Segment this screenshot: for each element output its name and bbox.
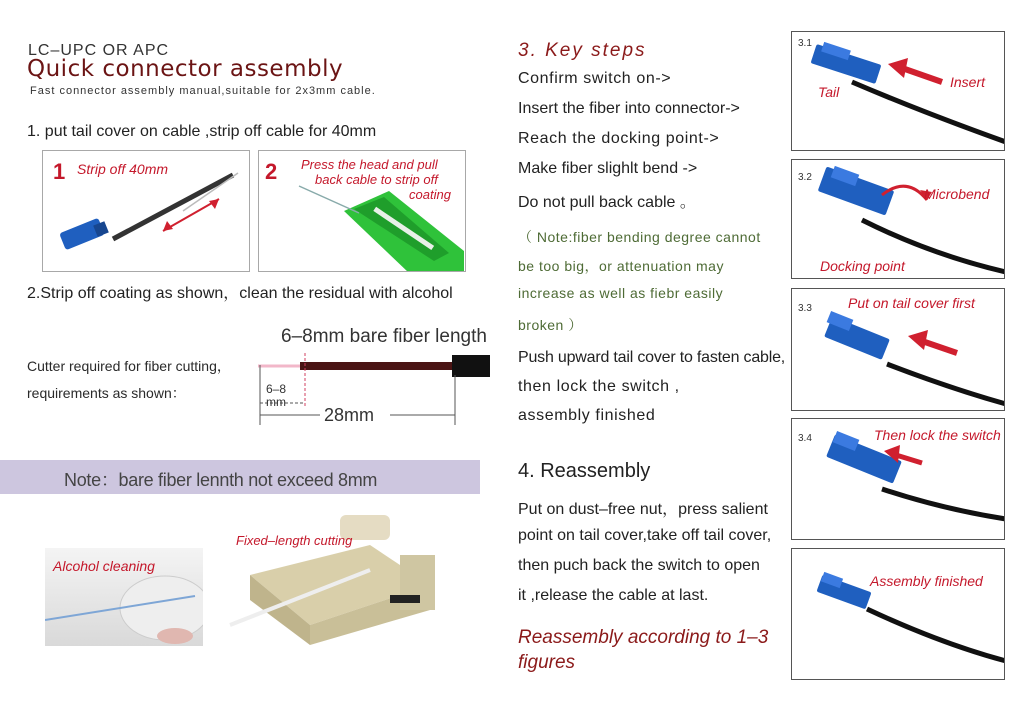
fixed-length-caption: Fixed–length cutting — [236, 533, 353, 548]
reassembly-line-4: it ,release the cable at last. — [518, 587, 709, 604]
dim-small-line2: mm — [266, 395, 286, 409]
panel-final-label: Assembly finished — [870, 573, 983, 589]
photo-alcohol-cleaning — [45, 548, 203, 646]
cutter-text-line2: requirements as shown： — [27, 385, 186, 401]
reassembly-line-1: Put on dust–free nut，press salient — [518, 501, 768, 518]
panel-3-2-number: 3.2 — [798, 172, 812, 183]
push-line-1: Push upward tail cover to fasten cable, — [518, 349, 786, 366]
photo2-caption-line3: coating — [409, 187, 451, 202]
panel-assembly-finished — [791, 548, 1005, 680]
key-step-2: Insert the fiber into connector-> — [518, 100, 740, 117]
panel-3-1-number: 3.1 — [798, 38, 812, 49]
push-line-3: assembly finished — [518, 407, 656, 424]
note-line-3: increase as well as fiebr easily — [518, 285, 724, 301]
panel-3-3-label: Put on tail cover first — [848, 295, 975, 311]
note-line-1: （ Note:fiber bending degree cannot — [518, 229, 761, 245]
photo2-number: 2 — [265, 159, 278, 184]
reassembly-line-2: point on tail cover,take off tail cover, — [518, 527, 772, 544]
panel-3-2-microbend-label: Microbend — [924, 186, 990, 202]
panel-step-3-3 — [791, 288, 1005, 411]
panel-3-3-number: 3.3 — [798, 303, 812, 314]
photo1-number: 1 — [53, 159, 66, 184]
photo2-caption-line2: back cable to strip off — [315, 172, 438, 187]
page-title: Quick connector assembly — [27, 56, 344, 82]
reassembly-title: 4. Reassembly — [518, 460, 651, 482]
photo-strip-cable — [42, 150, 250, 272]
key-step-5: Do not pull back cable 。 — [518, 194, 696, 211]
dim-small-line1: 6–8 — [266, 382, 287, 396]
cutter-text-line1: Cutter required for fiber cutting， — [27, 358, 231, 374]
cable-strip-illustration — [43, 151, 250, 272]
photo-strip-coating — [258, 150, 466, 272]
page-subtitle: Fast connector assembly manual,suitable for 2x3mm cable. — [30, 85, 376, 97]
panel-step-3-4 — [791, 418, 1005, 540]
push-line-2: then lock the switch , — [518, 378, 680, 395]
panel-3-1-insert-label: Insert — [950, 74, 986, 90]
note-line-2: be too big，or attenuation may — [518, 258, 724, 274]
reassembly-line-3: then puch back the switch to open — [518, 557, 760, 574]
photo1-caption: Strip off 40mm — [77, 161, 169, 177]
note-text: Note：bare fiber lennth not exceed 8mm — [64, 470, 378, 490]
note-line-4: broken ） — [518, 317, 583, 333]
reassembly-note-line2: figures — [518, 652, 576, 673]
panel-3-4-label: Then lock the switch — [874, 427, 1001, 443]
photo2-caption-line1: Press the head and pull — [301, 157, 438, 172]
panel-3-4-number: 3.4 — [798, 433, 812, 444]
reassembly-note-line1: Reassembly according to 1–3 — [518, 627, 769, 648]
connector-finished-illustration — [792, 549, 1005, 680]
key-steps-title: 3. Key steps — [518, 40, 647, 61]
panel-3-2-docking-label: Docking point — [820, 258, 905, 274]
key-step-4: Make fiber slighlt bend -> — [518, 160, 698, 177]
step1-text: 1. put tail cover on cable ,strip off cable for 40mm — [27, 123, 377, 140]
model-label: LC–UPC OR APC — [28, 42, 170, 59]
key-step-3: Reach the docking point-> — [518, 130, 720, 147]
alcohol-caption: Alcohol cleaning — [53, 558, 155, 574]
panel-step-3-1 — [791, 31, 1005, 151]
dim-total-label: 28mm — [324, 405, 375, 425]
panel-3-1-tail-label: Tail — [818, 84, 840, 100]
photo-fixed-length-cutting — [220, 515, 435, 650]
key-step-1: Confirm switch on-> — [518, 70, 672, 87]
panel-step-3-2 — [791, 159, 1005, 279]
step2-text: 2.Strip off coating as shown，clean the residual with alcohol — [27, 285, 453, 302]
fiber-length-label: 6–8mm bare fiber length — [281, 326, 487, 347]
fiber-dimension-diagram — [250, 345, 500, 430]
